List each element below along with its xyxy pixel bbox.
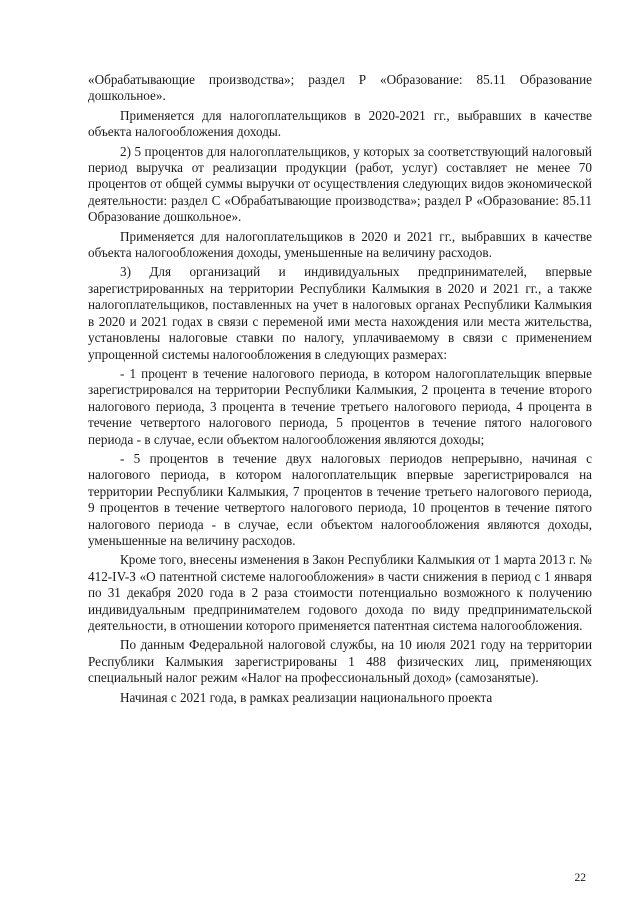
- page-number: 22: [574, 872, 586, 884]
- paragraph-6: - 1 процент в течение налогового периода, в котором налогоплательщик впервые зарегистрировался на территории Республики Калмыкия, 2 процента в течение второго налогового периода, 3 процента в течение третьего налогового периода, 4 процента в течение четвертого налогового периода, 5 процентов в течение пятого налогового периода - в случае, если объектом налогообложения являются доходы;: [88, 365, 592, 447]
- paragraph-1: «Обрабатывающие производства»; раздел Р «Образование: 85.11 Образование дошкольное».: [88, 72, 592, 104]
- paragraph-2: Применяется для налогоплательщиков в 2020-2021 гг., выбравших в качестве объекта налогообложения доходы.: [88, 107, 592, 140]
- paragraph-4: Применяется для налогоплательщиков в 2020 и 2021 гг., выбравших в качестве объекта налогообложения доходы, уменьшенные на величину расходов.: [88, 228, 592, 261]
- paragraph-5: 3) Для организаций и индивидуальных предпринимателей, впервые зарегистрированных на территории Республики Калмыкия в 2020 и 2021 гг., а также налогоплательщиков, поставленных на учет в налоговых органах Республики Калмыкия в 2020 и 2021 годах в связи с переменой ими места нахождения или места жительства, установлены налоговые ставки по налогу, уплачиваемому в связи с применением упрощенной системы налогообложения в следующих размерах:: [88, 264, 592, 362]
- paragraph-8: Кроме того, внесены изменения в Закон Республики Калмыкия от 1 марта 2013 г. № 412-IV-З «О патентной системе налогообложения» в части снижения в период с 1 января по 31 декабря 2020 года в 2 раза стоимости потенциально возможного к получению индивидуальным предпринимателем годового дохода по виду предпринимательской деятельности, в отношении которого применяется патентная система налогообложения.: [88, 552, 592, 633]
- document-body: [88, 72, 592, 709]
- paragraph-3: 2) 5 процентов для налогоплательщиков, у которых за соответствующий налоговый период выручка от реализации продукции (работ, услуг) составляет не менее 70 процентов от общей суммы выручки от осуществления следующих видов экономической деятельности: раздел С «Обрабатывающие производства»; раздел Р «Образование: 85.11 Образование дошкольное».: [88, 143, 592, 225]
- paragraph-7: - 5 процентов в течение двух налоговых периодов непрерывно, начиная с налогового периода, в котором налогоплательщик впервые зарегистрировался на территории Республики Калмыкия, 7 процентов в течение третьего налогового периода, 9 процентов в течение четвертого налогового периода, 10 процентов в течение пятого налогового периода - в случае, если объектом налогообложения являются доходы, уменьшенные на величину расходов.: [88, 450, 592, 548]
- paragraph-10: Начиная с 2021 года, в рамках реализации национального проекта: [120, 689, 493, 705]
- paragraph-9: По данным Федеральной налоговой службы, на 10 июля 2021 году на территории Республики Калмыкия зарегистрированы 1 488 физических лиц, применяющих специальный налог режим «Налог на профессиональный доход» (самозанятые).: [88, 637, 592, 686]
